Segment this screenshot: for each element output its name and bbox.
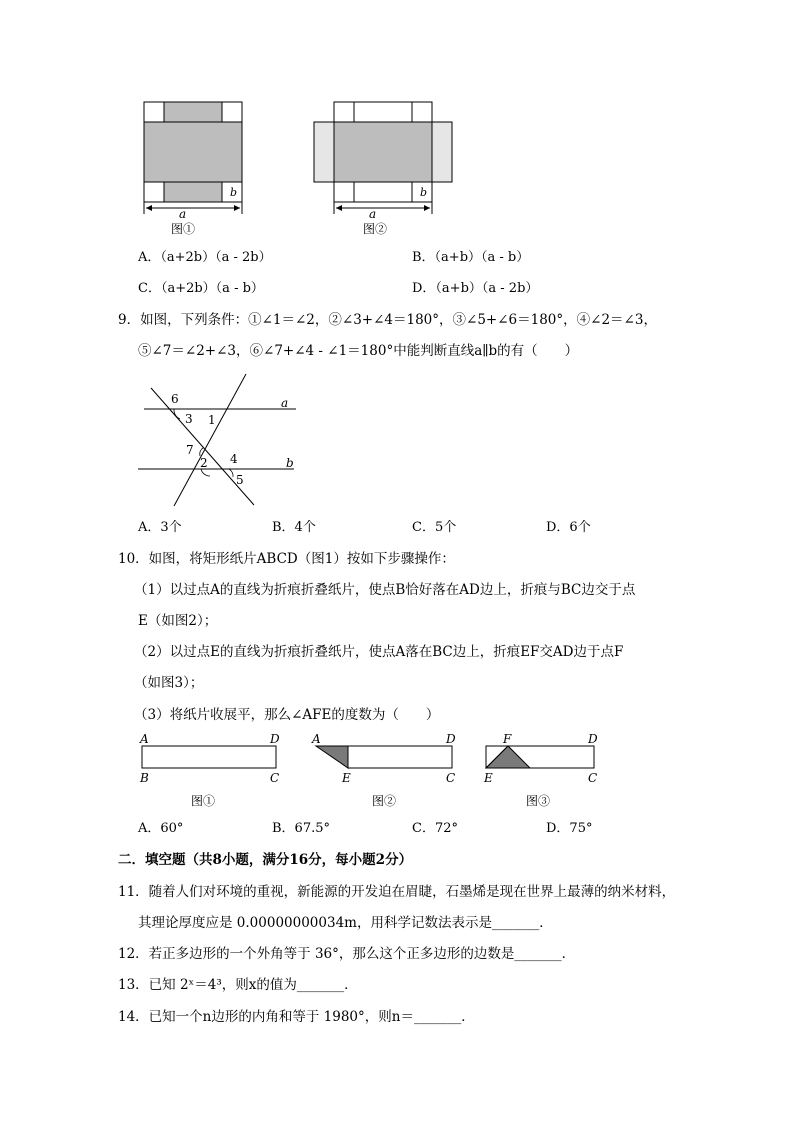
q9-label-4: 4	[230, 452, 238, 466]
q12-stem: 12．若正多边形的一个外角等于 36°，那么这个正多边形的边数是_______．	[118, 946, 576, 962]
q8-fig1-a-label: a	[179, 207, 187, 221]
q10-step1-line2: E（如图2）；	[138, 613, 218, 629]
q11-stem-line2: 其理论厚度应是 0.00000000034m，用科学记数法表示是_______．	[138, 915, 553, 931]
q10-fig1-C: C	[270, 771, 280, 785]
q10-fig3-D: D	[588, 732, 598, 746]
q8-option-c: C．（a+2b）（a - b）	[138, 281, 264, 296]
q10-option-b: B．67.5°	[272, 821, 330, 836]
q9-stem-line1: 9．如图，下列条件：①∠1＝∠2，②∠3+∠4＝180°，③∠5+∠6＝180°，④∠2＝∠3，	[118, 312, 657, 328]
q10-figure-2	[306, 730, 466, 810]
q14-stem: 14．已知一个n边形的内角和等于 1980°，则n＝_______．	[118, 1009, 475, 1025]
q8-fig2-b-label: b	[420, 186, 428, 199]
q10-fig3-E: E	[484, 771, 493, 785]
q10-step1-line1: （1）以过点A的直线为折痕折叠纸片，使点B恰好落在AD边上，折痕与BC边交于点	[134, 582, 636, 598]
q9-option-a: A．3个	[138, 520, 182, 535]
q13-stem: 13．已知 2ˣ＝4³，则x的值为_______．	[118, 977, 358, 993]
q9-label-7: 7	[186, 443, 194, 457]
q10-fig2-E: E	[342, 771, 351, 785]
q10-fig3-caption: 图③	[526, 794, 551, 808]
q10-step3: （3）将纸片收展平，那么∠AFE的度数为（ ）	[134, 707, 440, 723]
q9-option-b: B．4个	[272, 520, 316, 535]
q10-option-d: D．75°	[546, 821, 593, 836]
q10-fig1-B: B	[140, 771, 149, 785]
q10-fig1-A: A	[140, 732, 149, 746]
q8-figure-1	[135, 98, 255, 238]
q11-stem-line1: 11．随着人们对环境的重视，新能源的开发迫在眉睫，石墨烯是现在世界上最薄的纳米材料，	[118, 884, 676, 900]
q10-figure-1	[134, 730, 294, 810]
q9-label-3: 3	[185, 412, 193, 426]
q8-option-b: B．（a+b）（a - b）	[412, 250, 530, 265]
section-heading-fill-in: 二．填空题（共8小题，满分16分，每小题2分）	[118, 852, 413, 868]
q8-fig1-caption: 图①	[171, 222, 196, 236]
q9-label-b: b	[286, 456, 294, 470]
q10-fig3-C: C	[588, 771, 598, 785]
q10-stem-line1: 10．如图，将矩形纸片ABCD（图1）按如下步骤操作：	[118, 551, 455, 567]
q8-figure-2	[310, 98, 460, 238]
q9-label-a: a	[281, 396, 289, 410]
q10-step2-line1: （2）以过点E的直线为折痕折叠纸片，使点A落在BC边上，折痕EF交AD边于点F	[134, 644, 624, 660]
q10-fig3-F: F	[503, 732, 512, 746]
q10-option-c: C．72°	[412, 821, 458, 836]
q10-fig1-caption: 图①	[191, 794, 216, 808]
q8-option-d: D．（a+b）（a - 2b）	[412, 281, 539, 296]
q9-option-c: C．5个	[412, 520, 457, 535]
q10-step2-line2: （如图3）；	[134, 675, 204, 691]
q10-fig2-A: A	[312, 732, 321, 746]
q10-option-a: A．60°	[138, 821, 184, 836]
q10-fig2-D: D	[446, 732, 456, 746]
q10-fig2-caption: 图②	[372, 794, 397, 808]
q9-label-1: 1	[208, 413, 216, 427]
q8-fig2-a-label: a	[369, 207, 377, 221]
q8-fig1-b-label: b	[230, 186, 238, 199]
q9-stem-line2: ⑤∠7＝∠2+∠3，⑥∠7+∠4 - ∠1＝180°中能判断直线a∥b的有（ ）	[138, 343, 579, 359]
q9-figure	[134, 372, 304, 512]
q9-label-5: 5	[236, 473, 244, 487]
q9-label-6: 6	[171, 392, 179, 406]
q9-option-d: D．6个	[546, 520, 591, 535]
q8-option-a: A．（a+2b）（a - 2b）	[138, 250, 272, 265]
q10-fig1-D: D	[270, 732, 280, 746]
q10-figure-3	[476, 730, 606, 810]
q9-label-2: 2	[200, 456, 208, 470]
q8-fig2-caption: 图②	[363, 222, 388, 236]
q10-fig2-C: C	[446, 771, 456, 785]
